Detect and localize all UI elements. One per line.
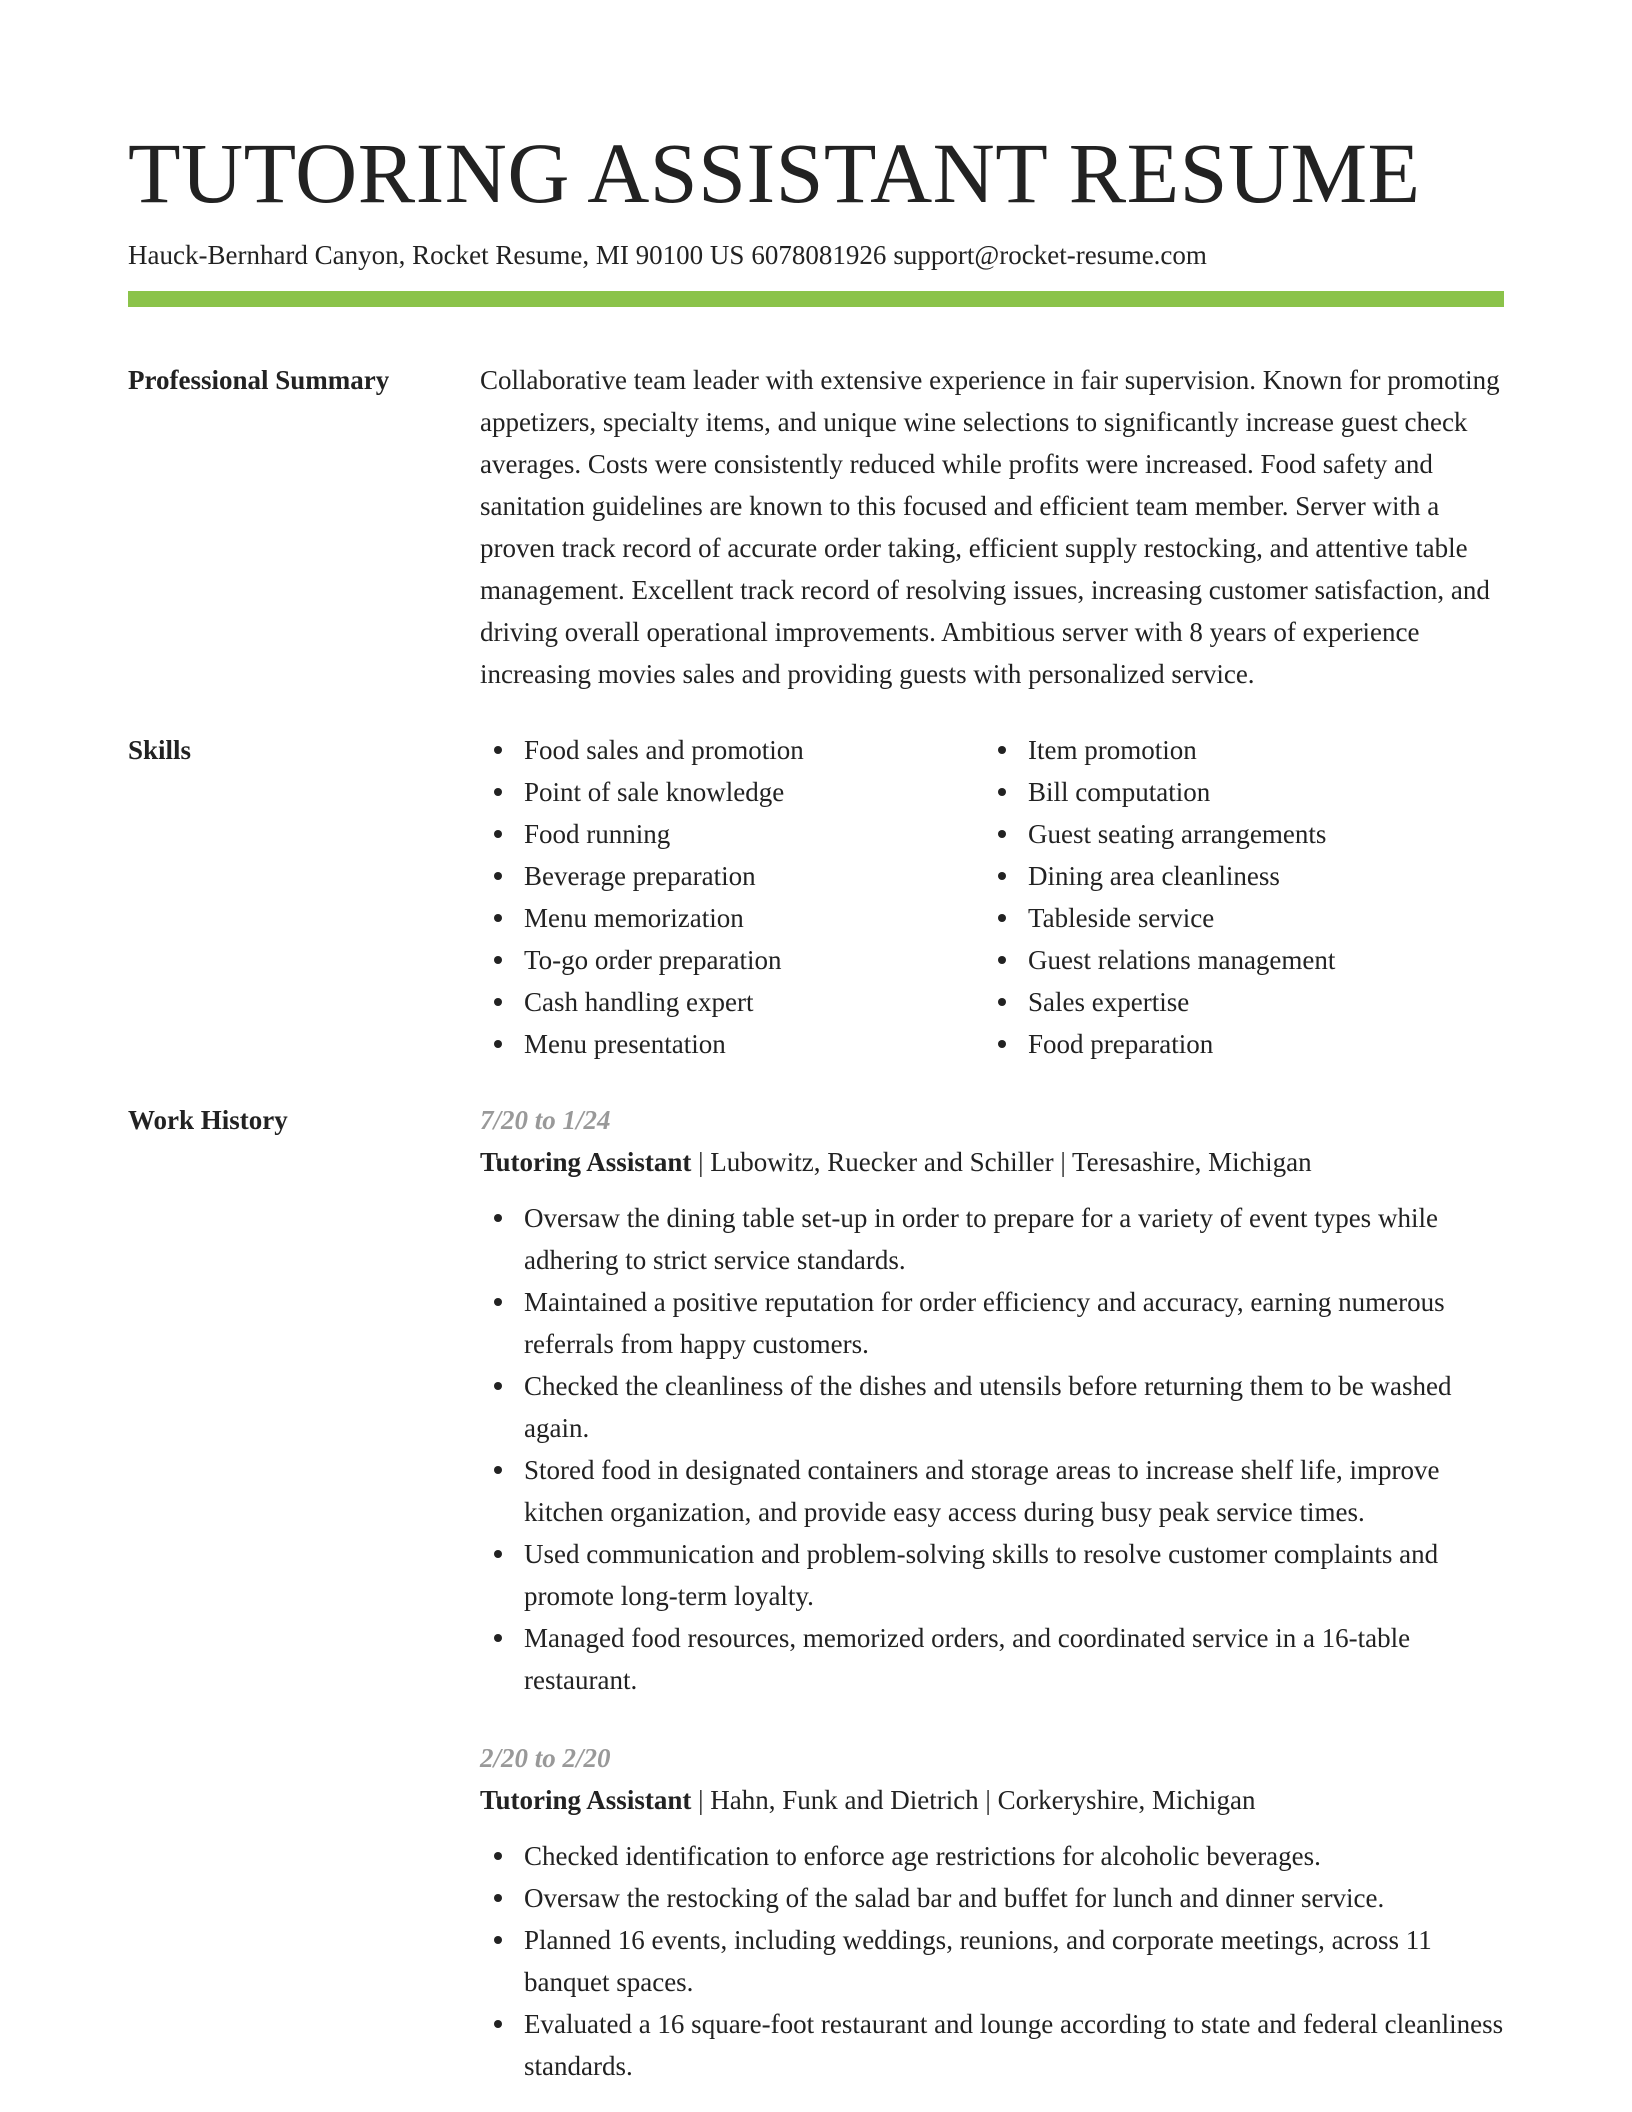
skills-list-right xyxy=(984,729,1488,1065)
job-bullet: Oversaw the dining table set-up in order to prepare for a variety of event types while adhering to strict service standards. xyxy=(480,1197,1504,1281)
summary-section xyxy=(128,359,1504,695)
resume-title: TUTORING ASSISTANT RESUME xyxy=(128,125,1421,221)
job-employer-location: | Hahn, Funk and Dietrich | Corkeryshire, Michigan xyxy=(691,1785,1256,1816)
job-bullet: Checked identification to enforce age restrictions for alcoholic beverages. xyxy=(480,1835,1504,1877)
job-entry xyxy=(480,1099,1504,1701)
job-title-line xyxy=(480,1141,1504,1183)
skills-columns xyxy=(480,729,1504,1065)
contact-address: Hauck-Bernhard Canyon, Rocket Resume, MI 90100 US xyxy=(128,240,745,270)
job-bullet: Oversaw the restocking of the salad bar and buffet for lunch and dinner service. xyxy=(480,1877,1504,1919)
skill-item: Guest relations management xyxy=(984,939,1488,981)
job-bullet-list xyxy=(480,1197,1504,1701)
job-bullet: Managed food resources, memorized orders, and coordinated service in a 16-table restaurant. xyxy=(480,1617,1504,1701)
skill-item: To-go order preparation xyxy=(480,939,984,981)
contact-line xyxy=(128,238,1504,273)
skill-item: Cash handling expert xyxy=(480,981,984,1023)
skill-item: Food preparation xyxy=(984,1023,1488,1065)
job-bullet-list xyxy=(480,1835,1504,2087)
skill-item: Menu memorization xyxy=(480,897,984,939)
job-dates: 7/20 to 1/24 xyxy=(480,1105,611,1136)
job-bullet: Used communication and problem-solving skills to resolve customer complaints and promote long-term loyalty. xyxy=(480,1533,1504,1617)
skill-item: Dining area cleanliness xyxy=(984,855,1488,897)
skill-item: Food sales and promotion xyxy=(480,729,984,771)
work-history-heading: Work History xyxy=(128,1105,288,1136)
skill-item: Guest seating arrangements xyxy=(984,813,1488,855)
header-divider xyxy=(128,291,1504,307)
contact-email: support@rocket-resume.com xyxy=(893,240,1207,270)
job-employer-location: | Lubowitz, Ruecker and Schiller | Teresashire, Michigan xyxy=(691,1147,1312,1178)
skill-item: Tableside service xyxy=(984,897,1488,939)
job-bullet: Evaluated a 16 square-foot restaurant and lounge according to state and federal cleanliness standards. xyxy=(480,2003,1504,2087)
job-bullet: Stored food in designated containers and storage areas to increase shelf life, improve kitchen organization, and provide easy access during busy peak service times. xyxy=(480,1449,1504,1533)
job-bullet: Maintained a positive reputation for order efficiency and accuracy, earning numerous referrals from happy customers. xyxy=(480,1281,1504,1365)
skills-section xyxy=(128,729,1504,1065)
work-history-body xyxy=(480,1099,1504,2087)
job-entry xyxy=(480,1737,1504,2087)
skill-item: Menu presentation xyxy=(480,1023,984,1065)
job-title: Tutoring Assistant xyxy=(480,1785,692,1816)
skill-item: Point of sale knowledge xyxy=(480,771,984,813)
skill-item: Beverage preparation xyxy=(480,855,984,897)
job-bullet: Planned 16 events, including weddings, reunions, and corporate meetings, across 11 banquet spaces. xyxy=(480,1919,1504,2003)
resume-page xyxy=(128,118,1504,2087)
job-bullet: Checked the cleanliness of the dishes and utensils before returning them to be washed again. xyxy=(480,1365,1504,1449)
skill-item: Bill computation xyxy=(984,771,1488,813)
job-title: Tutoring Assistant xyxy=(480,1147,692,1178)
work-history-section xyxy=(128,1099,1504,2087)
skill-item: Sales expertise xyxy=(984,981,1488,1023)
skills-heading: Skills xyxy=(128,735,192,766)
skill-item: Food running xyxy=(480,813,984,855)
job-title-line xyxy=(480,1779,1504,1821)
summary-text: Collaborative team leader with extensive experience in fair supervision. Known for promoting appetizers, specialty items, and unique wine selections to significantly increase guest check averages. Costs were consistently reduced while profits were increased. Food safety and sanitation guidelines are known to this focused and efficient team member. Server with a proven track record of accurate order taking, efficient supply restocking, and attentive table management. Excellent track record of resolving issues, increasing customer satisfaction, and driving overall operational improvements. Ambitious server with 8 years of experience increasing movies sales and providing guests with personalized service. xyxy=(480,365,1500,690)
skill-item: Item promotion xyxy=(984,729,1488,771)
job-dates: 2/20 to 2/20 xyxy=(480,1743,611,1774)
contact-phone: 6078081926 xyxy=(751,240,887,270)
skills-list-left xyxy=(480,729,984,1065)
summary-heading: Professional Summary xyxy=(128,365,390,396)
